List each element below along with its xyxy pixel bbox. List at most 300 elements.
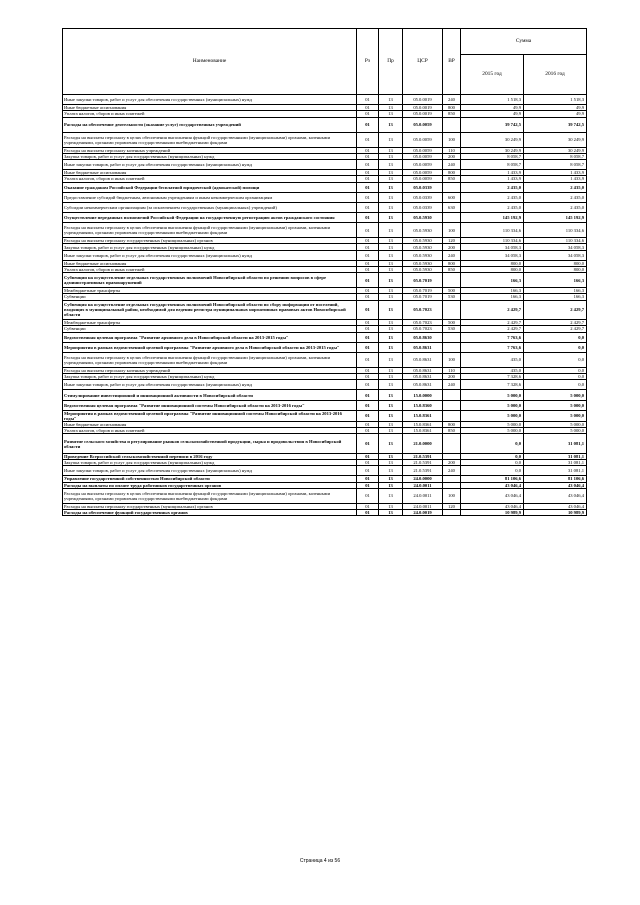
- cell-rz: 01: [357, 213, 379, 223]
- cell-name: Уплата налогов, сборов и иных платежей: [63, 111, 357, 117]
- cell-rz: 01: [357, 95, 379, 105]
- cell-vr: 200: [443, 374, 461, 380]
- cell-pr: 13: [379, 410, 403, 421]
- cell-name: Развитие сельского хозяйства и регулирование рынков сельскохозяйственной продукции, сырья и продовольствия в Новосибирской области: [63, 434, 357, 454]
- cell-pr: 13: [379, 476, 403, 482]
- cell-sum-2016: 800,0: [524, 267, 587, 273]
- cell-sum-2016: 166,3: [524, 294, 587, 300]
- cell-name: Субвенции на осуществление отдельных государственных полномочий Новосибирской области по решению вопросов в сфере административных правонарушений: [63, 273, 357, 288]
- cell-rz: 01: [357, 482, 379, 488]
- cell-rz: 01: [357, 374, 379, 380]
- cell-sum-2015: 5 000,0: [461, 421, 524, 427]
- cell-rz: 01: [357, 250, 379, 260]
- cell-rz: 01: [357, 434, 379, 454]
- cell-sum-2015: 7 763,6: [461, 332, 524, 342]
- cell-pr: 13: [379, 192, 403, 202]
- cell-sum-2016: 1 433,9: [524, 170, 587, 176]
- cell-name: Субвенции: [63, 294, 357, 300]
- table-row: [63, 352, 587, 367]
- cell-vr: 120: [443, 238, 461, 244]
- cell-sum-2015: 7 763,6: [461, 342, 524, 352]
- table-row: [63, 380, 587, 390]
- col-header-pr: Пр: [379, 29, 403, 95]
- cell-sum-2016: 0,0: [524, 380, 587, 390]
- cell-vr: 800: [443, 421, 461, 427]
- cell-csr: 05.0.7023: [403, 300, 443, 320]
- cell-vr: [443, 390, 461, 400]
- cell-vr: 800: [443, 170, 461, 176]
- cell-pr: 13: [379, 132, 403, 147]
- cell-rz: 01: [357, 267, 379, 273]
- table-body: [63, 95, 587, 516]
- col-header-2016: 2016 год: [524, 55, 587, 95]
- table-row: [63, 400, 587, 410]
- cell-sum-2016: 43 046,4: [524, 503, 587, 509]
- cell-sum-2016: 39 742,5: [524, 117, 587, 132]
- cell-sum-2016: 8 058,7: [524, 159, 587, 169]
- cell-rz: 01: [357, 147, 379, 153]
- cell-rz: 01: [357, 460, 379, 466]
- cell-sum-2016: 0,0: [524, 352, 587, 367]
- cell-sum-2016: 2 435,0: [524, 202, 587, 212]
- cell-csr: 05.0.8631: [403, 367, 443, 373]
- cell-vr: 120: [443, 503, 461, 509]
- cell-sum-2015: 0,0: [461, 453, 524, 459]
- cell-name: Межбюджетные трансферты: [63, 288, 357, 294]
- cell-rz: 01: [357, 170, 379, 176]
- cell-name: Расходы на обеспечение деятельности (оказание услуг) государственных учреждений: [63, 117, 357, 132]
- cell-pr: 13: [379, 300, 403, 320]
- cell-sum-2015: 34 058,3: [461, 250, 524, 260]
- cell-sum-2015: 166,3: [461, 294, 524, 300]
- cell-sum-2016: 49,9: [524, 111, 587, 117]
- cell-pr: 13: [379, 466, 403, 476]
- cell-sum-2016: 2 435,0: [524, 192, 587, 202]
- table-row: [63, 273, 587, 288]
- cell-pr: 13: [379, 421, 403, 427]
- cell-csr: 05.0.0339: [403, 192, 443, 202]
- cell-pr: 13: [379, 250, 403, 260]
- cell-pr: 13: [379, 482, 403, 488]
- cell-name: Иные бюджетные ассигнования: [63, 170, 357, 176]
- cell-pr: 13: [379, 453, 403, 459]
- cell-csr: 15.0.8361: [403, 421, 443, 427]
- cell-name: Закупка товаров, работ и услуг для государственных (муниципальных) нужд: [63, 374, 357, 380]
- cell-csr: 05.0.8631: [403, 342, 443, 352]
- cell-pr: 13: [379, 332, 403, 342]
- cell-sum-2015: 2 429,7: [461, 320, 524, 326]
- cell-rz: 01: [357, 476, 379, 482]
- cell-sum-2015: 1 433,9: [461, 170, 524, 176]
- cell-sum-2016: 43 046,4: [524, 488, 587, 503]
- cell-sum-2015: 7 328,6: [461, 374, 524, 380]
- cell-rz: 01: [357, 153, 379, 159]
- col-header-csr: ЦСР: [403, 29, 443, 95]
- cell-name: Расходы на выплаты персоналу в целях обеспечения выполнения функций государственными (муниципальными) органами, казенными учреждениями, органами управления государственными внебюджетными фондами: [63, 132, 357, 147]
- cell-pr: 13: [379, 374, 403, 380]
- cell-vr: 850: [443, 111, 461, 117]
- cell-vr: [443, 273, 461, 288]
- cell-pr: 13: [379, 213, 403, 223]
- cell-csr: 05.0.8631: [403, 380, 443, 390]
- cell-csr: 15.0.0000: [403, 390, 443, 400]
- cell-name: Управление государственной собственностью Новосибирской области: [63, 476, 357, 482]
- cell-csr: 05.0.5930: [403, 213, 443, 223]
- cell-pr: 13: [379, 170, 403, 176]
- cell-name: Иные закупки товаров, работ и услуг для обеспечения государственных (муниципальных) нужд: [63, 380, 357, 390]
- cell-pr: 13: [379, 147, 403, 153]
- cell-csr: 05.0.0059: [403, 176, 443, 182]
- cell-csr: 15.0.8361: [403, 410, 443, 421]
- cell-vr: 100: [443, 352, 461, 367]
- table-row: [63, 250, 587, 260]
- cell-sum-2016: 5 000,0: [524, 410, 587, 421]
- cell-rz: 01: [357, 509, 379, 515]
- col-header-rz: Рз: [357, 29, 379, 95]
- cell-rz: 01: [357, 367, 379, 373]
- cell-rz: 01: [357, 202, 379, 212]
- cell-csr: 21.0.5391: [403, 466, 443, 476]
- cell-csr: 15.0.8361: [403, 428, 443, 434]
- cell-rz: 01: [357, 428, 379, 434]
- page-number: Страница 4 из 56: [299, 858, 341, 864]
- cell-rz: 01: [357, 294, 379, 300]
- cell-sum-2015: 34 058,3: [461, 244, 524, 250]
- table-row: [63, 390, 587, 400]
- cell-pr: 13: [379, 176, 403, 182]
- cell-vr: 530: [443, 294, 461, 300]
- cell-sum-2015: 43 046,4: [461, 488, 524, 503]
- cell-csr: 05.0.5930: [403, 260, 443, 266]
- cell-csr: 05.0.5930: [403, 238, 443, 244]
- cell-name: Оказание гражданам Российской Федерации бесплатной юридической (адвокатской) помощи: [63, 182, 357, 192]
- cell-name: Уплата налогов, сборов и иных платежей: [63, 267, 357, 273]
- cell-csr: 05.0.0339: [403, 202, 443, 212]
- cell-csr: 21.0.5391: [403, 460, 443, 466]
- cell-name: Расходы на обеспечение функций государственных органов: [63, 509, 357, 515]
- cell-vr: 240: [443, 380, 461, 390]
- cell-csr: 21.0.5391: [403, 453, 443, 459]
- cell-vr: [443, 434, 461, 454]
- cell-sum-2015: 39 742,5: [461, 117, 524, 132]
- cell-sum-2016: 10 989,9: [524, 509, 587, 515]
- cell-name: Иные закупки товаров, работ и услуг для обеспечения государственных (муниципальных) нужд: [63, 159, 357, 169]
- cell-pr: 13: [379, 390, 403, 400]
- cell-csr: 05.0.5930: [403, 223, 443, 238]
- cell-name: Предоставление субсидий бюджетным, автономным учреждениям и иным некоммерческим организациям: [63, 192, 357, 202]
- cell-rz: 01: [357, 332, 379, 342]
- cell-vr: [443, 342, 461, 352]
- cell-sum-2016: 2 429,7: [524, 320, 587, 326]
- cell-sum-2015: 435,0: [461, 352, 524, 367]
- cell-sum-2015: 800,0: [461, 260, 524, 266]
- table-row: [63, 466, 587, 476]
- cell-sum-2015: 2 429,7: [461, 326, 524, 332]
- cell-name: Мероприятия в рамках ведомственной целевой программы "Развитие архивного дела в Новосибирской области на 2013-2015 годы": [63, 342, 357, 352]
- cell-csr: 05.0.0059: [403, 117, 443, 132]
- cell-pr: 13: [379, 488, 403, 503]
- cell-sum-2015: 5 000,0: [461, 390, 524, 400]
- cell-sum-2015: 5 000,0: [461, 428, 524, 434]
- cell-vr: [443, 410, 461, 421]
- cell-pr: 13: [379, 380, 403, 390]
- cell-name: Проведение Всероссийской сельскохозяйственной переписи в 2016 году: [63, 453, 357, 459]
- cell-sum-2015: 110 334,6: [461, 238, 524, 244]
- cell-sum-2016: 0,0: [524, 342, 587, 352]
- cell-name: Расходы на выплаты персоналу государственных (муниципальных) органов: [63, 503, 357, 509]
- cell-vr: [443, 332, 461, 342]
- col-header-vr: ВР: [443, 29, 461, 95]
- cell-rz: 01: [357, 466, 379, 476]
- cell-sum-2016: 30 249,9: [524, 132, 587, 147]
- table-row: [63, 159, 587, 169]
- cell-rz: 01: [357, 326, 379, 332]
- cell-rz: 01: [357, 159, 379, 169]
- cell-csr: 05.0.0059: [403, 153, 443, 159]
- cell-sum-2015: 1 518,3: [461, 95, 524, 105]
- cell-rz: 01: [357, 453, 379, 459]
- cell-vr: 800: [443, 105, 461, 111]
- cell-rz: 01: [357, 503, 379, 509]
- cell-sum-2016: 8 058,7: [524, 153, 587, 159]
- table-row: [63, 202, 587, 212]
- cell-rz: 01: [357, 105, 379, 111]
- cell-csr: 05.0.0059: [403, 170, 443, 176]
- cell-sum-2015: 5 000,0: [461, 400, 524, 410]
- col-header-name: Наименование: [63, 29, 357, 95]
- cell-pr: 13: [379, 288, 403, 294]
- cell-pr: 13: [379, 238, 403, 244]
- cell-rz: 01: [357, 288, 379, 294]
- cell-rz: 01: [357, 380, 379, 390]
- cell-sum-2016: 2 429,7: [524, 326, 587, 332]
- cell-vr: 600: [443, 192, 461, 202]
- cell-csr: 05.0.0019: [403, 105, 443, 111]
- cell-rz: 01: [357, 390, 379, 400]
- cell-vr: 110: [443, 147, 461, 153]
- cell-sum-2016: 2 429,7: [524, 300, 587, 320]
- cell-sum-2016: 31 081,1: [524, 460, 587, 466]
- budget-table: [62, 28, 587, 516]
- cell-pr: 13: [379, 509, 403, 515]
- cell-sum-2016: 31 081,1: [524, 466, 587, 476]
- cell-sum-2015: 7 328,6: [461, 380, 524, 390]
- cell-vr: 800: [443, 260, 461, 266]
- cell-pr: 13: [379, 342, 403, 352]
- cell-name: Иные бюджетные ассигнования: [63, 421, 357, 427]
- cell-name: Расходы на выплаты персоналу государственных (муниципальных) органов: [63, 238, 357, 244]
- cell-vr: 110: [443, 367, 461, 373]
- cell-name: Ведомственная целевая программа "Развитие инновационной системы Новосибирской области на 2013-2016 годы": [63, 400, 357, 410]
- cell-pr: 13: [379, 503, 403, 509]
- cell-sum-2015: 43 046,4: [461, 482, 524, 488]
- cell-sum-2016: 43 046,4: [524, 482, 587, 488]
- cell-rz: 01: [357, 223, 379, 238]
- cell-rz: 01: [357, 117, 379, 132]
- cell-sum-2016: 49,9: [524, 105, 587, 111]
- cell-name: Субвенции: [63, 326, 357, 332]
- cell-rz: 01: [357, 421, 379, 427]
- cell-name: Закупка товаров, работ и услуг для государственных (муниципальных) нужд: [63, 153, 357, 159]
- cell-rz: 01: [357, 488, 379, 503]
- cell-sum-2016: 31 081,1: [524, 453, 587, 459]
- cell-name: Расходы на выплаты по оплате труда работников государственных органов: [63, 482, 357, 488]
- cell-sum-2015: 8 058,7: [461, 159, 524, 169]
- cell-vr: 240: [443, 250, 461, 260]
- cell-csr: 24.0.0011: [403, 482, 443, 488]
- cell-vr: [443, 300, 461, 320]
- cell-sum-2015: 1 433,9: [461, 176, 524, 182]
- cell-sum-2015: 81 106,6: [461, 476, 524, 482]
- col-header-sum: Сумма: [461, 29, 587, 55]
- cell-name: Иные закупки товаров, работ и услуг для обеспечения государственных (муниципальных) нужд: [63, 466, 357, 476]
- cell-sum-2016: 34 058,3: [524, 250, 587, 260]
- cell-csr: 24.0.0011: [403, 503, 443, 509]
- cell-name: Иные бюджетные ассигнования: [63, 260, 357, 266]
- table-row: [63, 509, 587, 515]
- cell-sum-2015: 166,3: [461, 273, 524, 288]
- cell-pr: 13: [379, 267, 403, 273]
- budget-table-page: [62, 28, 586, 516]
- cell-pr: 13: [379, 117, 403, 132]
- table-row: [63, 117, 587, 132]
- cell-name: Межбюджетные трансферты: [63, 320, 357, 326]
- cell-rz: 01: [357, 320, 379, 326]
- cell-sum-2016: 166,3: [524, 273, 587, 288]
- cell-csr: 05.0.7023: [403, 320, 443, 326]
- cell-sum-2016: 31 081,1: [524, 434, 587, 454]
- cell-pr: 13: [379, 159, 403, 169]
- cell-sum-2015: 110 334,6: [461, 223, 524, 238]
- cell-vr: 530: [443, 326, 461, 332]
- cell-name: Уплата налогов, сборов и иных платежей: [63, 176, 357, 182]
- cell-csr: 15.0.8360: [403, 400, 443, 410]
- table-row: [63, 434, 587, 454]
- cell-sum-2016: 1 518,3: [524, 95, 587, 105]
- cell-sum-2015: 2 429,7: [461, 300, 524, 320]
- table-row: [63, 213, 587, 223]
- cell-pr: 13: [379, 326, 403, 332]
- table-row: [63, 182, 587, 192]
- cell-vr: 500: [443, 288, 461, 294]
- cell-name: Субсидии некоммерческим организациям (за исключением государственных (муниципальных) учреждений): [63, 202, 357, 212]
- table-row: [63, 488, 587, 503]
- cell-csr: 05.0.8631: [403, 352, 443, 367]
- table-row: [63, 192, 587, 202]
- cell-sum-2015: 2 435,0: [461, 202, 524, 212]
- cell-vr: 850: [443, 428, 461, 434]
- table-row: [63, 223, 587, 238]
- cell-pr: 13: [379, 105, 403, 111]
- cell-pr: 13: [379, 428, 403, 434]
- cell-name: Уплата налогов, сборов и иных платежей: [63, 428, 357, 434]
- cell-sum-2015: 43 046,4: [461, 503, 524, 509]
- cell-name: Расходы на выплаты персоналу казенных учреждений: [63, 367, 357, 373]
- cell-sum-2016: 5 000,0: [524, 421, 587, 427]
- cell-sum-2015: 8 058,7: [461, 153, 524, 159]
- cell-vr: 240: [443, 159, 461, 169]
- cell-vr: 100: [443, 223, 461, 238]
- cell-sum-2016: 0,0: [524, 367, 587, 373]
- cell-sum-2016: 81 106,6: [524, 476, 587, 482]
- cell-sum-2015: 0,0: [461, 434, 524, 454]
- cell-rz: 01: [357, 300, 379, 320]
- cell-csr: 05.0.0059: [403, 147, 443, 153]
- cell-sum-2015: 49,9: [461, 111, 524, 117]
- cell-rz: 01: [357, 182, 379, 192]
- cell-sum-2015: 2 435,0: [461, 192, 524, 202]
- col-header-2015: 2015 год: [461, 55, 524, 95]
- cell-csr: 05.0.0339: [403, 182, 443, 192]
- cell-rz: 01: [357, 273, 379, 288]
- cell-sum-2015: 435,0: [461, 367, 524, 373]
- cell-csr: 05.0.7019: [403, 273, 443, 288]
- cell-rz: 01: [357, 132, 379, 147]
- cell-sum-2015: 0,0: [461, 460, 524, 466]
- cell-rz: 01: [357, 111, 379, 117]
- cell-vr: 500: [443, 320, 461, 326]
- cell-csr: 05.0.5930: [403, 267, 443, 273]
- cell-csr: 05.0.7019: [403, 288, 443, 294]
- cell-rz: 01: [357, 238, 379, 244]
- cell-sum-2015: 5 000,0: [461, 410, 524, 421]
- cell-sum-2016: 5 000,0: [524, 400, 587, 410]
- cell-rz: 01: [357, 342, 379, 352]
- cell-sum-2016: 5 000,0: [524, 428, 587, 434]
- cell-name: Иные закупки товаров, работ и услуг для обеспечения государственных (муниципальных) нужд: [63, 250, 357, 260]
- cell-csr: 05.0.7019: [403, 294, 443, 300]
- cell-csr: 05.0.0059: [403, 132, 443, 147]
- cell-sum-2015: 2 435,0: [461, 182, 524, 192]
- cell-pr: 13: [379, 153, 403, 159]
- cell-pr: 13: [379, 223, 403, 238]
- cell-csr: 05.0.0019: [403, 95, 443, 105]
- cell-pr: 13: [379, 182, 403, 192]
- cell-csr: 05.0.5930: [403, 250, 443, 260]
- cell-name: Ведомственная целевая программа "Развитие архивного дела в Новосибирской области на 2013-2015 годы": [63, 332, 357, 342]
- cell-pr: 13: [379, 434, 403, 454]
- cell-rz: 01: [357, 192, 379, 202]
- cell-vr: 200: [443, 244, 461, 250]
- cell-name: Иные закупки товаров, работ и услуг для обеспечения государственных (муниципальных) нужд: [63, 95, 357, 105]
- cell-name: Иные бюджетные ассигнования: [63, 105, 357, 111]
- cell-csr: 05.0.0059: [403, 159, 443, 169]
- cell-sum-2015: 166,3: [461, 288, 524, 294]
- cell-sum-2016: 110 334,6: [524, 238, 587, 244]
- cell-sum-2015: 30 249,9: [461, 147, 524, 153]
- table-row: [63, 332, 587, 342]
- cell-sum-2016: 30 249,9: [524, 147, 587, 153]
- cell-sum-2015: 10 989,9: [461, 509, 524, 515]
- cell-rz: 01: [357, 352, 379, 367]
- cell-csr: 05.0.8630: [403, 332, 443, 342]
- cell-sum-2016: 166,3: [524, 288, 587, 294]
- cell-vr: [443, 400, 461, 410]
- table-row: [63, 342, 587, 352]
- cell-csr: 24.0.0019: [403, 509, 443, 515]
- cell-vr: [443, 213, 461, 223]
- cell-sum-2016: 0,0: [524, 332, 587, 342]
- cell-pr: 13: [379, 352, 403, 367]
- cell-name: Расходы на выплаты персоналу казенных учреждений: [63, 147, 357, 153]
- cell-sum-2015: 145 192,9: [461, 213, 524, 223]
- cell-pr: 13: [379, 111, 403, 117]
- cell-vr: 850: [443, 267, 461, 273]
- cell-sum-2016: 2 435,0: [524, 182, 587, 192]
- cell-csr: 05.0.7023: [403, 326, 443, 332]
- cell-csr: 24.0.0011: [403, 488, 443, 503]
- cell-vr: 100: [443, 488, 461, 503]
